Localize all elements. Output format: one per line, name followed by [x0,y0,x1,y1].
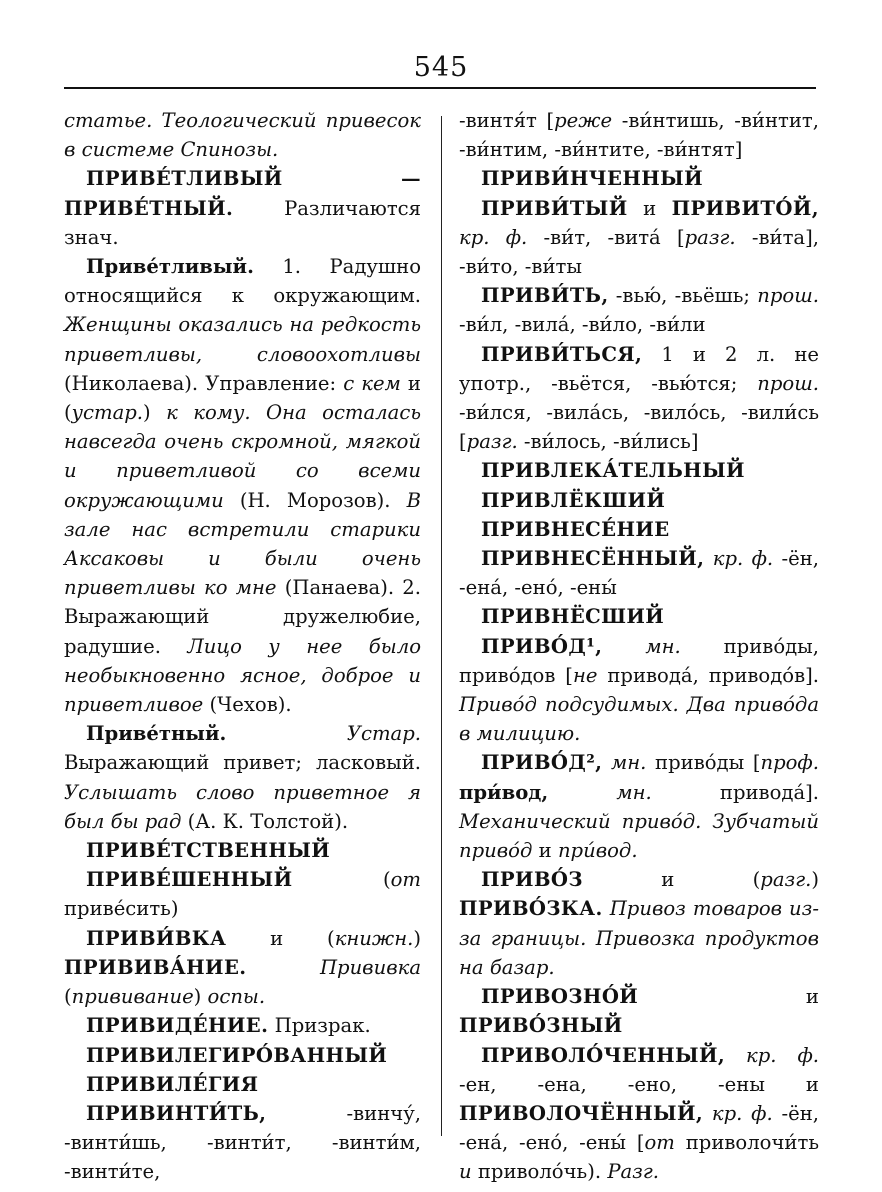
entry-text: -ён, -ена́, -ено́, -ены́ [459,547,820,600]
dictionary-entry [459,515,819,544]
dictionary-entry [459,865,819,982]
entry-text: Различаются знач. [64,196,421,249]
entry-text: -ви́та], -ви́то, -ви́ты [459,225,819,279]
dictionary-entry [459,164,819,193]
entry-text: -вью́, -вьёшь; [608,284,758,308]
entry-text [548,781,616,804]
dictionary-entry [64,252,421,719]
entry-text: -ви́т, -вита́ [ [527,225,685,249]
dictionary-entry [64,164,421,252]
dictionary-entry [64,1099,421,1187]
italic-text: от [390,868,421,892]
headword-lowercase: Приве́тливый. [86,255,254,279]
italic-text: Механический приво́д. Зубчатый приво́д [459,809,819,863]
italic-text: с кем [343,371,401,395]
dictionary-entry [64,836,421,865]
entry-text: приве́сить) [64,897,179,921]
column-divider [441,116,442,1136]
italic-text: Лицо у нее было необыкновенно ясное, доброе и приветливое [64,634,421,717]
italic-text: оспы. [207,985,266,1009]
left-column [64,106,421,1187]
dictionary-entry [64,1070,421,1099]
dictionary-entry [64,865,421,923]
headword: ПРИВЕ́ШЕННЫЙ [86,868,293,892]
italic-text: мн. [645,634,681,658]
italic-text: при́вод. [557,839,638,863]
entry-continuation [459,106,819,164]
entry-text [602,635,645,658]
dictionary-entry [64,924,421,1012]
dictionary-entry [459,456,819,485]
italic-text: от [644,1131,675,1155]
italic-text: Женщины оказались на редкость приветливы, словоохотливы [64,313,421,366]
entry-text: и ( [226,926,335,950]
entry-text: приво́ды, приво́дов [ [459,634,820,687]
italic-text: разг. [684,225,736,249]
italic-text: устар. [71,401,144,425]
entry-text: -ви́лся, -вила́сь, -вило́сь, -вили́сь [ [459,401,819,454]
entry-text: -винтя́т [ [459,109,555,132]
dictionary-entry [64,1011,421,1040]
entry-text: ) [811,868,819,892]
entry-text: ) [193,985,208,1009]
dictionary-entry [64,719,421,836]
dictionary-entry [459,340,819,457]
headword: ПРИВИ́ТЫЙ [481,196,628,220]
entry-text: ) [143,401,167,425]
headword: ПРИВИЛЕГИРО́ВАННЫЙ [86,1043,388,1067]
entry-text: -ен, -ена, -ено, -ены и [459,1072,819,1096]
italic-text: Прививка [319,955,421,979]
entry-text [725,1044,746,1067]
dictionary-entry [459,632,819,749]
headword: ПРИВНЕСЁННЫЙ, [481,547,705,571]
entry-text: (Николаева). Управление: [64,371,344,395]
headword: ПРИВО́З [481,868,583,892]
headword: ПРИВОЛО́ЧЕННЫЙ, [481,1043,726,1067]
headword: ПРИВО́Д², [481,751,603,775]
italic-text: к кому. Она осталась навсегда очень скромной, мягкой и приветливой со всеми окружающими [64,401,421,512]
entry-text: и [638,985,819,1009]
entry-text: ( [292,868,391,892]
entry-text: ) [413,926,421,950]
entry-text: и ( [64,371,421,425]
entry-text [247,956,320,979]
dictionary-entry [459,194,819,282]
italic-text: Устар. [346,722,421,746]
right-column [459,106,819,1187]
entry-text: (Н. Морозов). [223,488,407,512]
entry-continuation [64,106,421,164]
headword-lowercase: Приве́тный. [86,722,227,746]
entry-text: -ви́лось, -ви́лись] [517,430,699,454]
entry-text: привода́]. [651,780,819,804]
italic-text: и [459,1160,472,1184]
entry-text: Призрак. [268,1014,371,1038]
entry-text: 1 и 2 л. не употр., -вьётся, -вью́тся; [459,342,819,395]
italic-text: кр. ф. [746,1043,820,1067]
entry-text: и ( [582,868,761,892]
italic-text: прош. [757,371,819,395]
entry-text: -ви́нтишь, -ви́нтит, -ви́нтим, -ви́нтите, -ви́нтят] [459,109,819,162]
italic-text: проф. [760,751,819,775]
entry-text [704,547,712,570]
entry-text: приволо́чь). [471,1160,608,1184]
italic-text: мн. [611,751,647,775]
headword: ПРИВИ́ТЬ, [481,284,609,308]
entry-text [703,1102,712,1125]
italic-text: мн. [616,780,652,804]
entry-text: (Панаева). 2. Выражающий дружелюбие, радушие. [64,576,421,658]
headword: ПРИВЕ́ТСТВЕННЫЙ [86,839,331,863]
entry-text: приво́ды [ [646,751,761,775]
headword: ПРИВО́Д¹, [481,634,603,658]
headword: ПРИВИЛЕ́ГИЯ [86,1072,259,1096]
italic-text: Привоз товаров из-за границы. Привозка продуктов на базар. [459,897,819,979]
dictionary-entry [459,544,819,602]
headword: ПРИВИНТИ́ТЬ, [86,1101,267,1125]
italic-text: книжн. [334,926,414,950]
italic-text: прививание [71,985,194,1009]
italic-text: не [572,663,598,687]
entry-text: (А. К. Толстой). [181,809,349,833]
headword: ПРИВИ́ТЬСЯ, [481,342,643,366]
dictionary-entry [459,1041,819,1187]
headword: ПРИВИТО́Й, [671,196,819,220]
italic-text: кр. ф. [711,1101,773,1125]
dictionary-entry [459,486,819,515]
headword: ПРИВО́ЗКА. [459,897,603,921]
headword: ПРИВНЁСШИЙ [481,605,665,629]
headword: ПРИВНЕСЕ́НИЕ [481,517,670,541]
dictionary-entry [459,748,819,865]
entry-text: -ви́л, -вила́, -ви́ло, -ви́ли [459,313,706,337]
headword: ПРИВОЛОЧЁННЫЙ, [459,1101,704,1125]
entry-text: (Чехов). [203,693,292,717]
entry-text: ( [64,985,72,1009]
entry-text [602,751,611,774]
entry-text: приволочи́ть [674,1131,819,1155]
italic-text: статье. Теологический привесок в системе Спинозы. [64,109,421,162]
headword: ПРИВЛЕКА́ТЕЛЬНЫЙ [481,459,745,483]
italic-text: разг. [466,430,518,454]
headword: ПРИВИ́ВКА [86,926,227,950]
italic-text: разг. [760,868,812,892]
headword: ПРИВЕ́ТЛИВЫЙ — ПРИВЕ́ТНЫЙ. [64,167,421,220]
dictionary-entry [459,281,819,339]
dictionary-entry [64,1041,421,1070]
entry-text [226,722,347,745]
header-rule [64,87,816,89]
entry-text: привода́, приводо́в]. [597,663,819,687]
entry-text [603,897,610,920]
page-number: 545 [413,52,469,83]
entry-text: -ён, -ена́, -ено́, -ены́ [ [459,1101,820,1155]
italic-text: Разг. [607,1160,659,1184]
italic-text: В зале нас встретили старики Аксаковы и были очень приветливы ко мне [64,488,421,600]
entry-text: и [532,839,558,863]
headword: ПРИВИ́НЧЕННЫЙ [481,167,704,191]
italic-text: кр. ф. [712,547,774,571]
headword: ПРИВОЗНО́Й [481,985,639,1009]
dictionary-entry [459,982,819,1040]
headword: ПРИВИДЕ́НИЕ. [86,1014,269,1038]
entry-text: Выражающий привет; ласковый. [64,751,421,775]
italic-text: Услышать слово приветное я был бы рад [64,780,421,833]
entry-text: и [627,196,672,220]
entry-text: 1. Радушно относящийся к окружающим. [64,255,421,308]
headword: ПРИВЛЁКШИЙ [481,488,666,512]
headword-lowercase: при́вод, [459,780,549,804]
italic-text: Приво́д подсудимых. Два приво́да в милицию. [459,693,819,746]
italic-text: прош. [757,284,819,308]
headword: ПРИВО́ЗНЫЙ [459,1014,623,1038]
italic-text: реже [554,109,613,132]
headword: ПРИВИВА́НИЕ. [64,955,247,979]
entry-text: -винчу́, -винти́шь, -винти́т, -винти́м, -винти́те, [64,1101,421,1184]
dictionary-entry [459,602,819,631]
italic-text: кр. ф. [459,225,528,249]
